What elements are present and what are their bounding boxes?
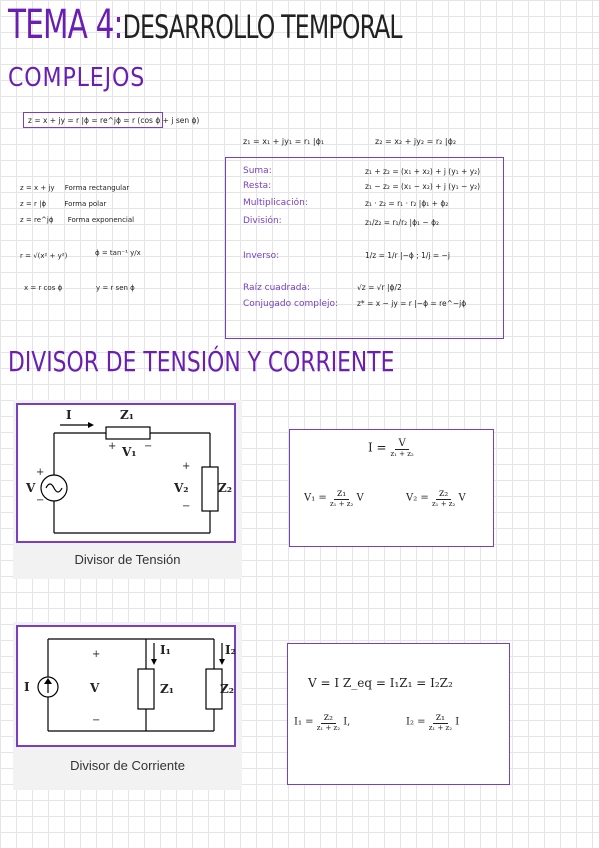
op-suma-value: z₁ + z₂ = (x₁ + x₂) + j (y₁ + y₂) [365, 167, 481, 176]
I-eq-den: z₁ + z₂ [390, 450, 414, 458]
op-div-label: División: [243, 216, 282, 226]
I1-num: z₂ [321, 712, 336, 724]
op-sqrt-value: √z = √r |ϕ/2 [357, 283, 402, 292]
current-divider-caption: Divisor de Corriente [70, 758, 185, 773]
z1-resistor [138, 669, 154, 709]
label-V2: V₂ [174, 481, 189, 495]
V1-lhs: V₁ = [304, 492, 327, 504]
title-sub: DESARROLLO TEMPORAL [122, 8, 402, 46]
label-V-plus: + [36, 467, 45, 478]
r-formula: r = √(x² + y²) [20, 252, 68, 260]
i2-arrow-icon [219, 659, 225, 665]
op-suma-label: Suma: [243, 166, 272, 176]
voltage-divider-formulas [289, 429, 494, 547]
form-exp [20, 216, 134, 224]
V2-num: z₂ [436, 488, 451, 500]
voltage-divider-diagram [18, 405, 234, 541]
label-Z2: Z₂ [218, 481, 233, 495]
label-V1: V₁ [122, 445, 137, 459]
I-eq-num: V [395, 438, 408, 450]
I-equation [368, 438, 414, 458]
voltage-divider-frame [16, 403, 236, 543]
title-main: TEMA 4: [8, 2, 123, 48]
voltage-divider-card [13, 400, 242, 579]
z1-definition: z₁ = x₁ + jy₁ = r₁ |ϕ₁ [243, 137, 325, 146]
op-div-value: z₁/z₂ = r₁/r₂ |ϕ₁ − ϕ₂ [365, 218, 440, 227]
form-exp-desc: Forma exponencial [67, 216, 135, 224]
label-I2: I₂ [225, 643, 236, 657]
label-Z1: Z₁ [160, 682, 175, 696]
I2-lhs: I₂ = [406, 716, 426, 728]
label-Z2: Z₂ [220, 682, 235, 696]
complex-definition-box: z = x + jy = r |ϕ = re^jϕ = r (cos ϕ + j sen ϕ) [23, 112, 163, 128]
op-inv-label: Inverso: [243, 251, 280, 261]
V1-num: z₁ [334, 488, 349, 500]
x-formula: x = r cos ϕ [24, 284, 63, 292]
V1-equation [304, 488, 364, 508]
main-equation: V = I Z_eq = I₁Z₁ = I₂Z₂ [308, 676, 453, 690]
V1-den: z₁ + z₂ [329, 500, 354, 508]
form-rect-expr: z = x + jy [20, 184, 55, 192]
op-resta-label: Resta: [243, 181, 272, 191]
form-polar-desc: Forma polar [64, 200, 107, 208]
V2-tail: V [458, 492, 466, 504]
form-polar-expr: z = r |ϕ [20, 200, 47, 208]
voltage-divider-caption: Divisor de Tensión [74, 552, 181, 567]
I1-lhs: I₁ = [294, 716, 314, 728]
page-title [8, 2, 402, 48]
divisor-heading: DIVISOR DE TENSIÓN Y CORRIENTE [8, 345, 395, 378]
complejos-heading: COMPLEJOS [8, 63, 146, 93]
I2-equation [406, 712, 459, 732]
label-V: V [90, 681, 100, 695]
current-divider-frame [16, 625, 236, 747]
y-formula: y = r sen ϕ [96, 284, 135, 292]
phi-formula: ϕ = tan⁻¹ y/x [95, 249, 141, 257]
I1-tail: I, [343, 716, 351, 728]
op-sqrt-label: Raíz cuadrada: [243, 283, 311, 293]
op-mult-value: z₁ · z₂ = r₁ · r₂ |ϕ₁ + ϕ₂ [365, 199, 449, 208]
current-divider-diagram [18, 627, 234, 745]
V2-lhs: V₂ = [406, 492, 429, 504]
label-V1-plus: + [108, 441, 117, 452]
V2-den: z₁ + z₂ [431, 500, 456, 508]
i1-arrow-icon [151, 659, 157, 665]
label-V-minus: − [36, 495, 45, 506]
z2-definition: z₂ = x₂ + jy₂ = r₂ |ϕ₂ [375, 137, 457, 146]
form-polar [20, 200, 106, 208]
label-V: V [26, 481, 36, 495]
label-I1: I₁ [160, 643, 171, 657]
V2-equation [406, 488, 466, 508]
form-rect [20, 184, 129, 192]
current-arrow-icon [88, 422, 94, 428]
current-divider-formulas [287, 643, 510, 785]
form-rect-desc: Forma rectangular [64, 184, 130, 192]
label-I: I [66, 408, 72, 422]
form-exp-expr: z = re^jϕ [20, 216, 54, 224]
label-V-plus: + [92, 649, 101, 660]
current-divider-card [13, 622, 242, 790]
I-eq-lhs: I = [368, 440, 387, 455]
z2-resistor [202, 467, 218, 511]
label-V-minus: − [92, 715, 101, 726]
I2-tail: I [455, 716, 460, 728]
op-resta-value: z₁ − z₂ = (x₁ − x₂) + j (y₁ − y₂) [365, 182, 481, 191]
op-conj-value: z* = x − jy = r |−ϕ = re^−jϕ [357, 299, 467, 308]
label-V2-plus: + [182, 461, 191, 472]
I2-num: z₁ [433, 712, 448, 724]
label-I: I [24, 680, 30, 694]
label-Z1: Z₁ [120, 408, 135, 422]
op-inv-value: 1/z = 1/r |−ϕ ; 1/j = −j [365, 251, 450, 260]
label-V2-minus: − [182, 501, 191, 512]
V1-tail: V [356, 492, 364, 504]
op-mult-label: Multiplicación: [243, 198, 308, 208]
label-V1-minus: − [144, 441, 153, 452]
I1-den: z₁ + z₂ [316, 724, 341, 732]
op-conj-label: Conjugado complejo: [243, 299, 339, 309]
I2-den: z₁ + z₂ [428, 724, 453, 732]
z1-resistor [106, 427, 150, 439]
I1-equation [294, 712, 350, 732]
